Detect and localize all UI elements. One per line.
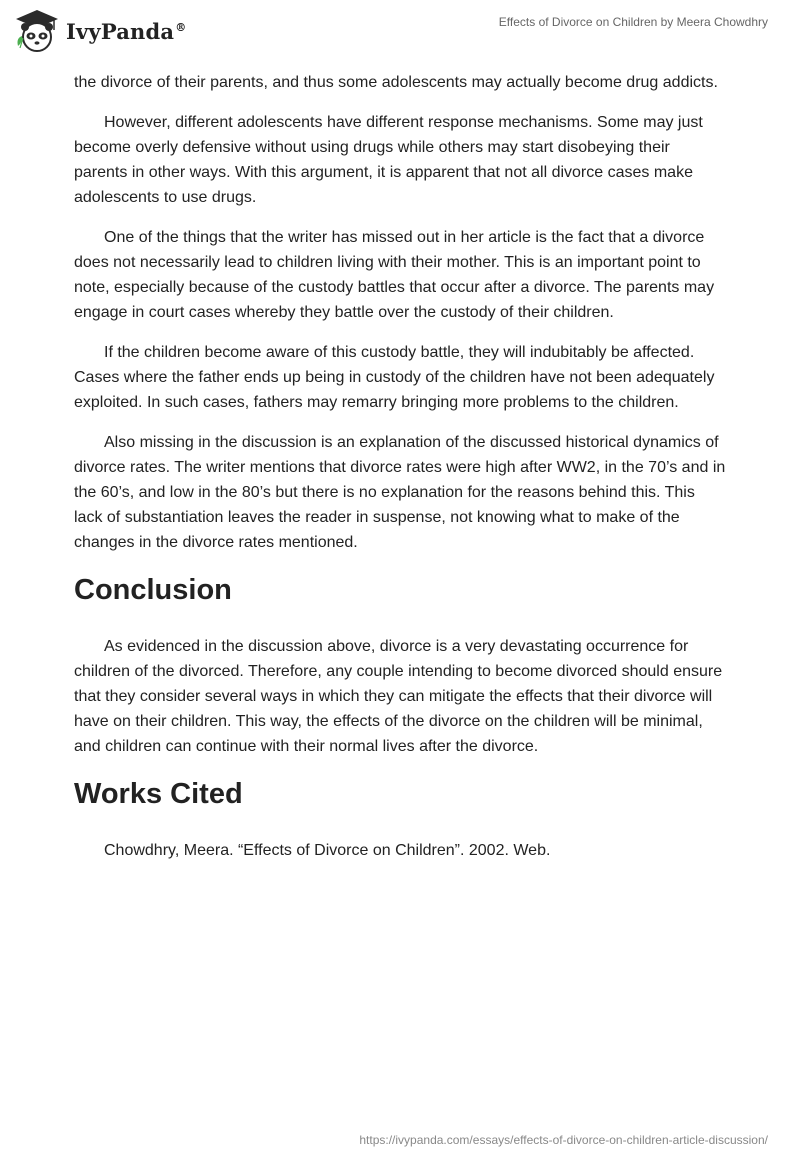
citation-entry: Chowdhry, Meera. “Effects of Divorce on Children”. 2002. Web. xyxy=(104,842,551,859)
source-url-link[interactable]: https://ivypanda.com/essays/effects-of-divorce-on-children-article-discussion/ xyxy=(359,1133,768,1147)
page-header-title: Effects of Divorce on Children by Meera Chowdhry xyxy=(498,15,768,29)
works-cited-heading: Works Cited xyxy=(74,778,243,810)
body-paragraph: the divorce of their parents, and thus some adolescents may actually become drug addicts. xyxy=(74,74,718,91)
body-paragraph: However, different adolescents have different response mechanisms. Some may just become overly defensive without using drugs while others may start disobeying their parents in other ways. With this argument, it is apparent that not all divorce cases make adolescents to use drugs. xyxy=(74,114,703,206)
panda-logo-icon xyxy=(14,8,60,54)
conclusion-heading: Conclusion xyxy=(74,574,232,606)
body-paragraph: Also missing in the discussion is an explanation of the discussed historical dynamics of divorce rates. The writer mentions that divorce rates were high after WW2, in the 70’s and in the 60’s, and low in the 80’s but there is no explanation for the reasons behind this. This lack of substantiation leaves the reader in suspense, not knowing what to make of the changes in the divorce rates mentioned. xyxy=(74,434,726,551)
brand-name: IvyPanda® xyxy=(66,18,187,44)
ivypanda-logo[interactable] xyxy=(14,8,186,54)
body-paragraph: If the children become aware of this custody battle, they will indubitably be affected. Cases where the father ends up being in custody of the children have not been adequately exploited. In such cases, fathers may remarry bringing more problems to the children. xyxy=(74,344,715,411)
essay-content xyxy=(74,70,726,878)
conclusion-paragraph: As evidenced in the discussion above, divorce is a very devastating occurrence for children of the divorced. Therefore, any couple intending to become divorced should ensure that they consider several ways in which they can mitigate the effects that their divorce will have on their children. This way, the effects of the divorce on the children will be minimal, and children can continue with their normal lives after the divorce. xyxy=(74,638,723,755)
body-paragraph: One of the things that the writer has missed out in her article is the fact that a divorce does not necessarily lead to children living with their mother. This is an important point to note, especially because of the custody battles that occur after a divorce. The parents may engage in court cases whereby they battle over the custody of their children. xyxy=(74,229,715,321)
